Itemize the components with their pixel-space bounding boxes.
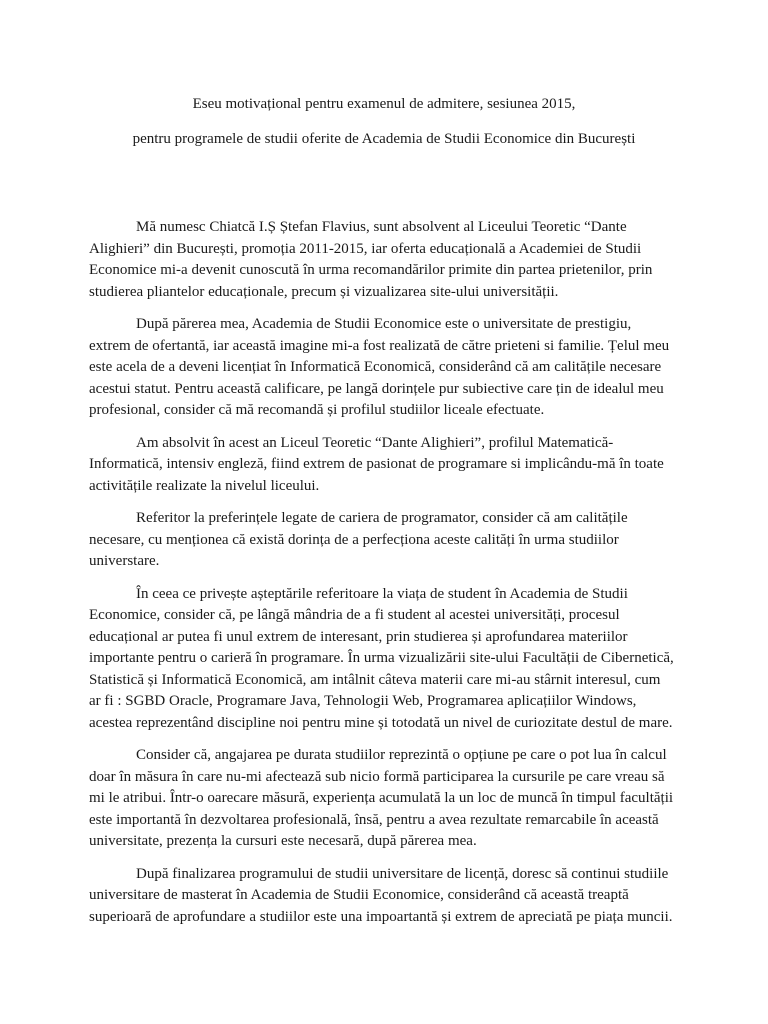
paragraph-line: Economice, consider că, pe lângă mândria de a fi student al acestei universități, procesul [89, 607, 620, 623]
paragraph-line: Alighieri” din București, promoția 2011-2015, iar oferta educațională a Academiei de Studii [89, 240, 642, 257]
paragraph-line: extrem de ofertantă, iar această imagine mi-a fost realizată de către prieteni si familie. Țelul meu [89, 337, 670, 354]
paragraph-line: profesional, consider că mă recomandă și profilul studiilor liceale efectuate. [89, 402, 545, 418]
paragraph-line: universtare. [89, 553, 160, 569]
essay-title [0, 94, 768, 149]
paragraph-line: necesare, cu menționea că există dorința de a perfecționa aceste calități în urma studiilor [89, 531, 619, 548]
paragraph-line: acestui statut. Pentru această calificare, pe langă dorințele pur subiective care țin de idealul meu [89, 380, 664, 397]
paragraph [89, 508, 677, 573]
paragraph [89, 314, 677, 422]
paragraph-line: În ceea ce privește așteptările referitoare la viața de student în Academia de Studii [136, 585, 628, 602]
paragraph-line: După părerea mea, Academia de Studii Economice este o universitate de prestigiu, [136, 316, 632, 332]
title-line-1: Eseu motivațional pentru examenul de admitere, sesiunea 2015, [192, 96, 576, 112]
essay-body [89, 217, 677, 939]
paragraph-line: Mă numesc Chiatcă I.Ș Ștefan Flavius, sunt absolvent al Liceului Teoretic “Dante [136, 219, 627, 235]
paragraph-line: importante pentru o carieră în programare. În urma vizualizării site-ului Facultății de Cibernetică, [89, 650, 674, 666]
paragraph-line: Informatică, intensiv engleză, fiind extrem de pasionat de programare si implicându-mă în toate [89, 456, 664, 472]
paragraph-line: Referitor la preferințele legate de cariera de programator, consider că am calitățile [136, 510, 628, 526]
paragraph-line: universitare de masterat în Academia de Studii Economice, considerând că această treaptă [89, 887, 629, 903]
paragraph-line: Am absolvit în acest an Liceul Teoretic “Dante Alighieri”, profilul Matematică- [136, 434, 614, 451]
paragraph-line: mi le atribui. Într-o oarecare măsură, experiența acumulată la un loc de muncă în timpul facultății [89, 790, 674, 806]
paragraph [89, 433, 677, 498]
paragraph [89, 584, 677, 735]
paragraph-line: educațional ar putea fi unul extrem de interesant, prin studierea și aprofundarea materiilor [89, 628, 628, 645]
paragraph-line: este importantă în dezvoltarea profesională, însă, pentru a avea rezultate remarcabile în această [89, 811, 659, 828]
paragraph-line: Statistică și Informatică Economică, am intâlnit câteva materii care mi-au stârnit interesul, cum [89, 671, 661, 688]
paragraph-line: După finalizarea programului de studii universitare de licență, doresc să continui studiile [136, 865, 669, 882]
paragraph-line: activitățile realizate la nivelul liceului. [89, 477, 320, 494]
paragraph [89, 864, 677, 929]
paragraph [89, 217, 677, 303]
title-line-2: pentru programele de studii oferite de Academia de Studii Economice din București [132, 131, 636, 147]
paragraph-line: ar fi : SGBD Oracle, Programare Java, Tehnologii Web, Programarea aplicațiilor Windows, [89, 693, 637, 709]
paragraph-line: Economice mi-a devenit cunoscută în urma recomandărilor primite din partea prietenilor, prin [89, 262, 653, 278]
paragraph-line: doar în măsura în care nu-mi afectează sub nicio formă participarea la cursurile pe care vreau să [89, 768, 665, 785]
paragraph-line: este acela de a deveni licențiat în Informatică Economică, considerând că am calitățile necesare [89, 359, 662, 375]
paragraph [89, 745, 677, 853]
paragraph-line: acestea reprezentând discipline noi pentru mine și totodată un nivel de curiozitate destul de mare. [89, 714, 673, 731]
paragraph-line: studierea pliantelor educaționale, precum și vizualizarea site-ului universității. [89, 283, 559, 300]
paragraph-line: superioară de aprofundare a studiilor este una impoartantă și extrem de apreciată pe piața muncii. [89, 908, 673, 925]
paragraph-line: Consider că, angajarea pe durata studiilor reprezintă o opțiune pe care o pot lua în calcul [136, 747, 667, 763]
paragraph-line: universitate, prezența la cursuri este necesară, după părerea mea. [89, 833, 477, 849]
